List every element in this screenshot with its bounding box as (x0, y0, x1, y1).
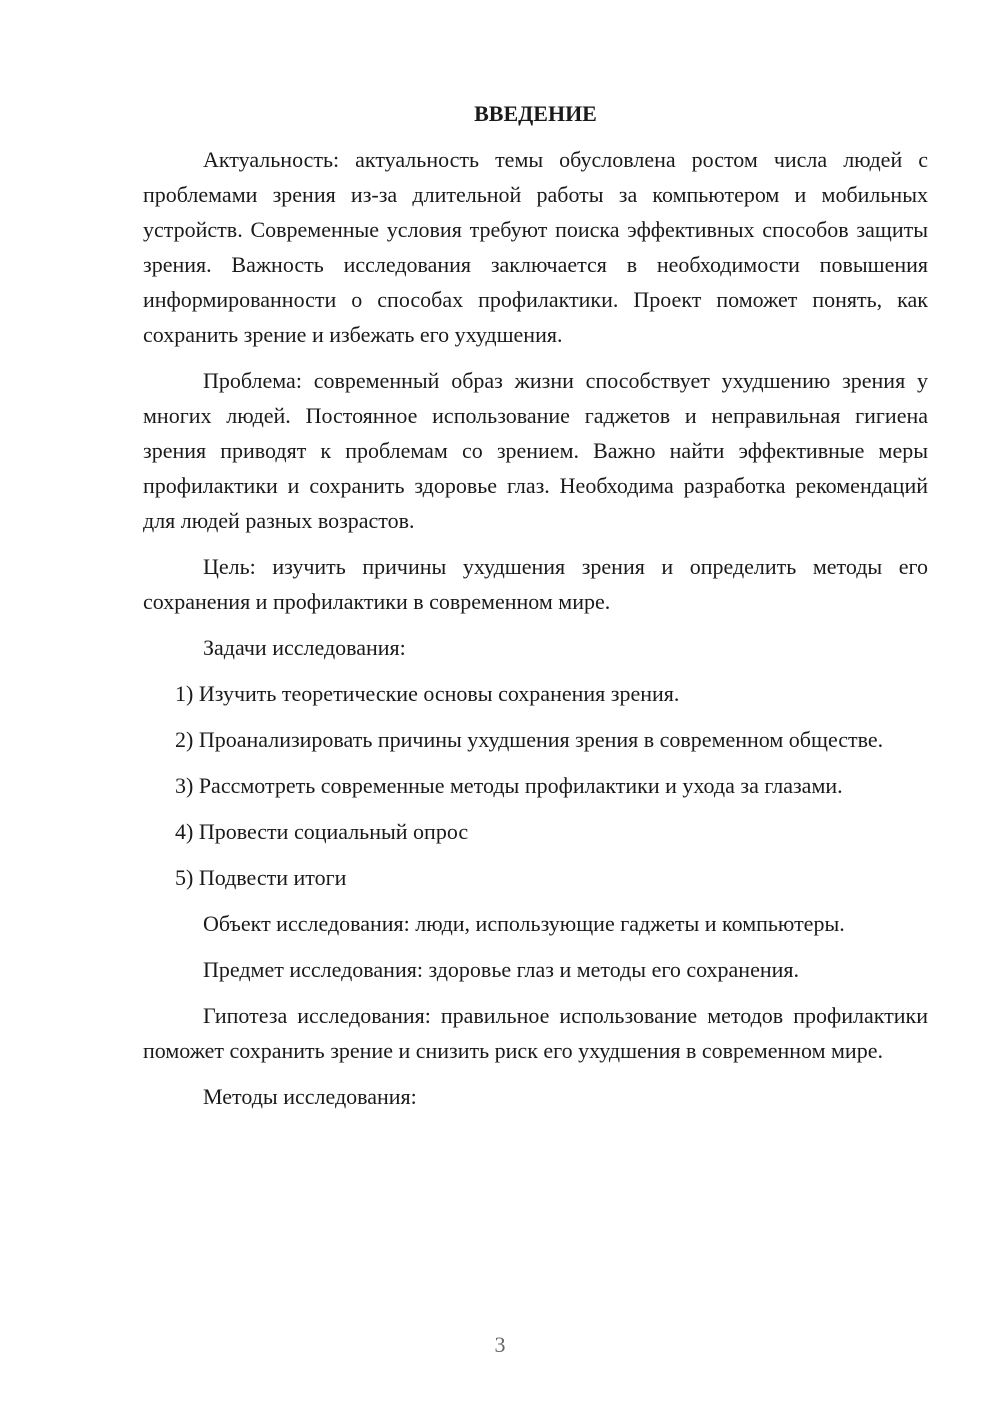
task-item-5: 5) Подвести итоги (175, 865, 347, 890)
paragraph-goal: Цель: изучить причины ухудшения зрения и определить методы его сохранения и профилактики в современном мире. (143, 554, 928, 614)
task-item-1: 1) Изучить теоретические основы сохранения зрения. (175, 681, 680, 706)
paragraph-hypothesis: Гипотеза исследования: правильное использование методов профилактики поможет сохранить зрение и снизить риск его ухудшения в современном мире. (143, 1003, 928, 1063)
paragraph-relevance: Актуальность: актуальность темы обусловлена ростом числа людей с проблемами зрения из-за длительной работы за компьютером и мобильных устройств. Современные условия требуют поиска эффективных способов защиты зрения. Важность исследования заключается в необходимости повышения информированности о способах профилактики. Проект поможет понять, как сохранить зрение и избежать его ухудшения. (143, 147, 928, 347)
page-number: 3 (494, 1332, 506, 1357)
task-item-4: 4) Провести социальный опрос (175, 819, 469, 844)
paragraph-tasks-heading: Задачи исследования: (203, 635, 406, 660)
paragraph-subject: Предмет исследования: здоровье глаз и методы его сохранения. (203, 957, 800, 982)
paragraph-methods-heading: Методы исследования: (203, 1084, 417, 1109)
task-item-2: 2) Проанализировать причины ухудшения зрения в современном обществе. (175, 727, 884, 752)
document-page (143, 96, 928, 1125)
section-title: ВВЕДЕНИЕ (474, 101, 597, 126)
paragraph-problem: Проблема: современный образ жизни способствует ухудшению зрения у многих людей. Постоянное использование гаджетов и неправильная гигиена зрения приводят к проблемам со зрением. Важно найти эффективные меры профилактики и сохранить здоровье глаз. Необходима разработка рекомендаций для людей разных возрастов. (143, 368, 928, 533)
task-item-3: 3) Рассмотреть современные методы профилактики и ухода за глазами. (175, 773, 843, 798)
paragraph-object: Объект исследования: люди, использующие гаджеты и компьютеры. (203, 911, 845, 936)
